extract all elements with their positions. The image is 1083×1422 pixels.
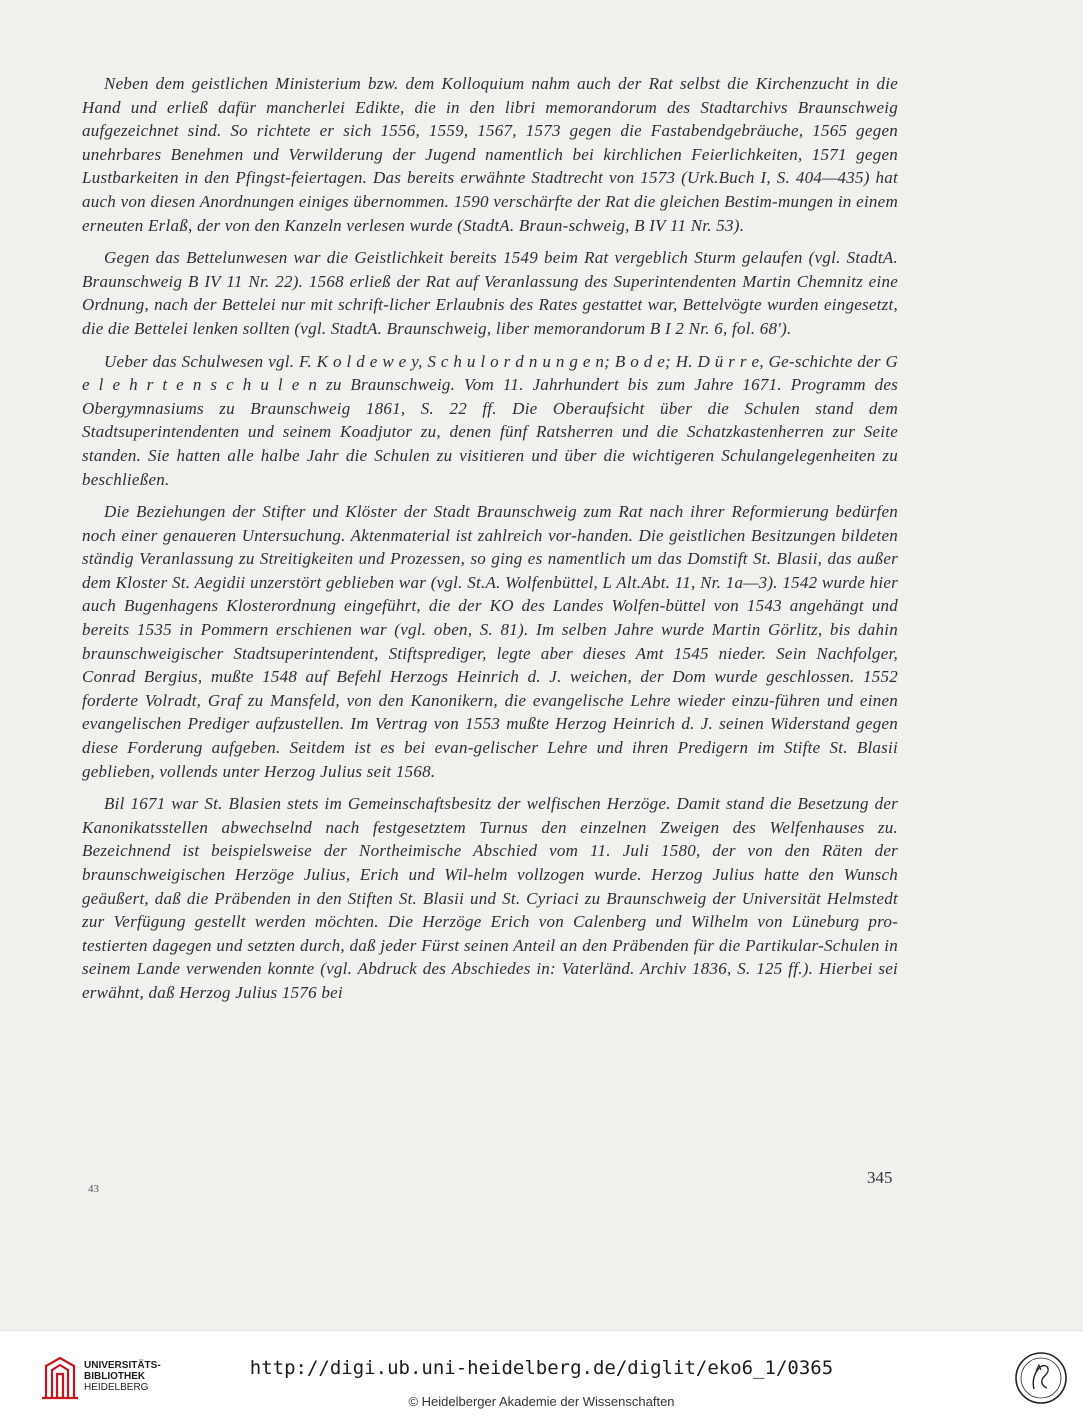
paragraph-4: Die Beziehungen der Stifter und Klöster der Stadt Braunschweig zum Rat nach ihrer Reformierung bedürfen noch einer genaueren Untersuchung. Aktenmaterial ist zahlreich vor-handen. Die geistlichen Besitzungen bildeten ständig Veranlassung zu Streitigkeiten und Prozessen, so ging es namentlich um das Domstift St. Blasii, das außer dem Kloster St. Aegidii unzerstört geblieben war (vgl. St.A. Wolfenbüttel, L Alt.Abt. 11, Nr. 1a—3). 1542 wurde hier auch Bugenhagens Klosterordnung eingeführt, die der KO des Landes Wolfen-büttel von 1543 angehängt und bereits 1535 in Pommern erschienen war (vgl. oben, S. 81). Im selben Jahre wurde Martin Görlitz, bis dahin braunschweigischer Stadtsuperintendent, Stiftsprediger, legte aber dieses Amt 1545 nieder. Sein Nachfolger, Conrad Bergius, mußte 1548 auf Befehl Herzogs Heinrich d. J. weichen, der Dom wurde geschlossen. 1552 forderte Volradt, Graf zu Mansfeld, von den Kanonikern, die evangelische Lehre wieder einzu-führen und einen evangelischen Prediger aufzustellen. Im Vertrag von 1553 mußte Herzog Heinrich d. J. seinen Widerstand gegen diese Forderung aufgeben. Seitdem ist es bei evan-gelischer Lehre und ihren Predigern im Stifte St. Blasii geblieben, vollends unter Herzog Julius seit 1568. (82, 502, 898, 781)
page-number: 345 (867, 1168, 893, 1187)
viewer-footer (0, 1330, 1083, 1422)
logo-line-2: BIBLIOTHEK (84, 1371, 146, 1382)
signature-mark: 43 (88, 1183, 99, 1195)
paragraph-5: Bil 1671 war St. Blasien stets im Gemeinschaftsbesitz der welfischen Herzöge. Damit stand die Besetzung der Kanonikatsstellen abwechselnd nach festgesetztem Turnus den einzelnen Zweigen des Welfenhauses zu. Bezeichnend ist beispielsweise der Northeimische Abschied vom 11. Juli 1580, der von den Räten der braunschweigischen Herzöge Julius, Erich und Wil-helm vollzogen wurde. Herzog Julius hatte den Wunsch geäußert, daß die Präbenden in den Stiften St. Blasii und St. Cyriaci zu Braunschweig der Universität Helmstedt zur Verfügung gestellt werden möchten. Die Herzöge Erich von Calenberg und Wilhelm von Lüneburg pro-testierten dagegen und setzten durch, daß jeder Fürst seinen Anteil an den Präbenden für die Partikular-Schulen in seinem Lande verwenden konnte (vgl. Abdruck des Abschiedes in: Vaterländ. Archiv 1836, S. 125 ff.). Hierbei sei erwähnt, daß Herzog Julius 1576 bei (82, 794, 898, 1002)
copyright-notice: © Heidelberger Akademie der Wissenschaften (408, 1394, 675, 1409)
paragraph-1: Neben dem geistlichen Ministerium bzw. dem Kolloquium nahm auch der Rat selbst die Kirchenzucht in die Hand und erließ dafür mancherlei Edikte, die in den libri memorandorum des Stadtarchivs Braunschweig aufgezeichnet sind. So richtete er sich 1556, 1559, 1567, 1573 gegen die Fastabendgebräuche, 1565 gegen unehrbares Benehmen und Verwilderung der Jugend namentlich bei kirchlichen Feierlichkeiten, 1571 gegen Lustbarkeiten in den Pfingst-feiertagen. Das bereits erwähnte Stadtrecht von 1573 (Urk.Buch I, S. 404—435) hat auch von diesen Anordnungen einiges übernommen. 1590 verschärfte der Rat die gleichen Bestim-mungen in einem erneuten Erlaß, der von den Kanzeln verlesen wurde (StadtA. Braun-schweig, B IV 11 Nr. 53). (82, 74, 898, 235)
academy-seal-icon (1014, 1351, 1068, 1405)
logo-line-1: UNIVERSITÄTS- (84, 1360, 161, 1371)
paragraph-2: Gegen das Bettelunwesen war die Geistlichkeit bereits 1549 beim Rat vergeblich Sturm gelaufen (vgl. StadtA. Braunschweig B IV 11 Nr. 22). 1568 erließ der Rat auf Veranlassung des Superintendenten Martin Chemnitz eine Ordnung, nach der Bettelei nur mit schrift-licher Erlaubnis des Rates gestattet war, Bettelvögte wurden eingesetzt, die die Bettelei lenken sollten (vgl. StadtA. Braunschweig, liber memorandorum B I 2 Nr. 6, fol. 68'). (82, 248, 898, 338)
body-text (82, 72, 898, 1014)
permalink-url[interactable]: http://digi.ub.uni-heidelberg.de/diglit/eko6_1/0365 (249, 1357, 834, 1379)
logo-line-3: HEIDELBERG (84, 1382, 149, 1393)
paragraph-3: Ueber das Schulwesen vgl. F. K o l d e w e y, S c h u l o r d n u n g e n; B o d e; H. D ü r r e, Ge-schichte der G e l e h r t e n s c h u l e n zu Braunschweig. Vom 11. Jahrhundert bis zum Jahre 1671. Programm des Obergymnasiums zu Braunschweig 1861, S. 22 ff. Die Oberaufsicht über die Schulen stand dem Stadtsuperintendenten und seinem Koadjutor zu, denen fünf Ratsherren und die Schatzkastenherren zur Seite standen. Sie hatten alle halbe Jahr die Schulen zu visitieren und über die wichtigeren Schulangelegenheiten zu beschließen. (82, 351, 898, 489)
